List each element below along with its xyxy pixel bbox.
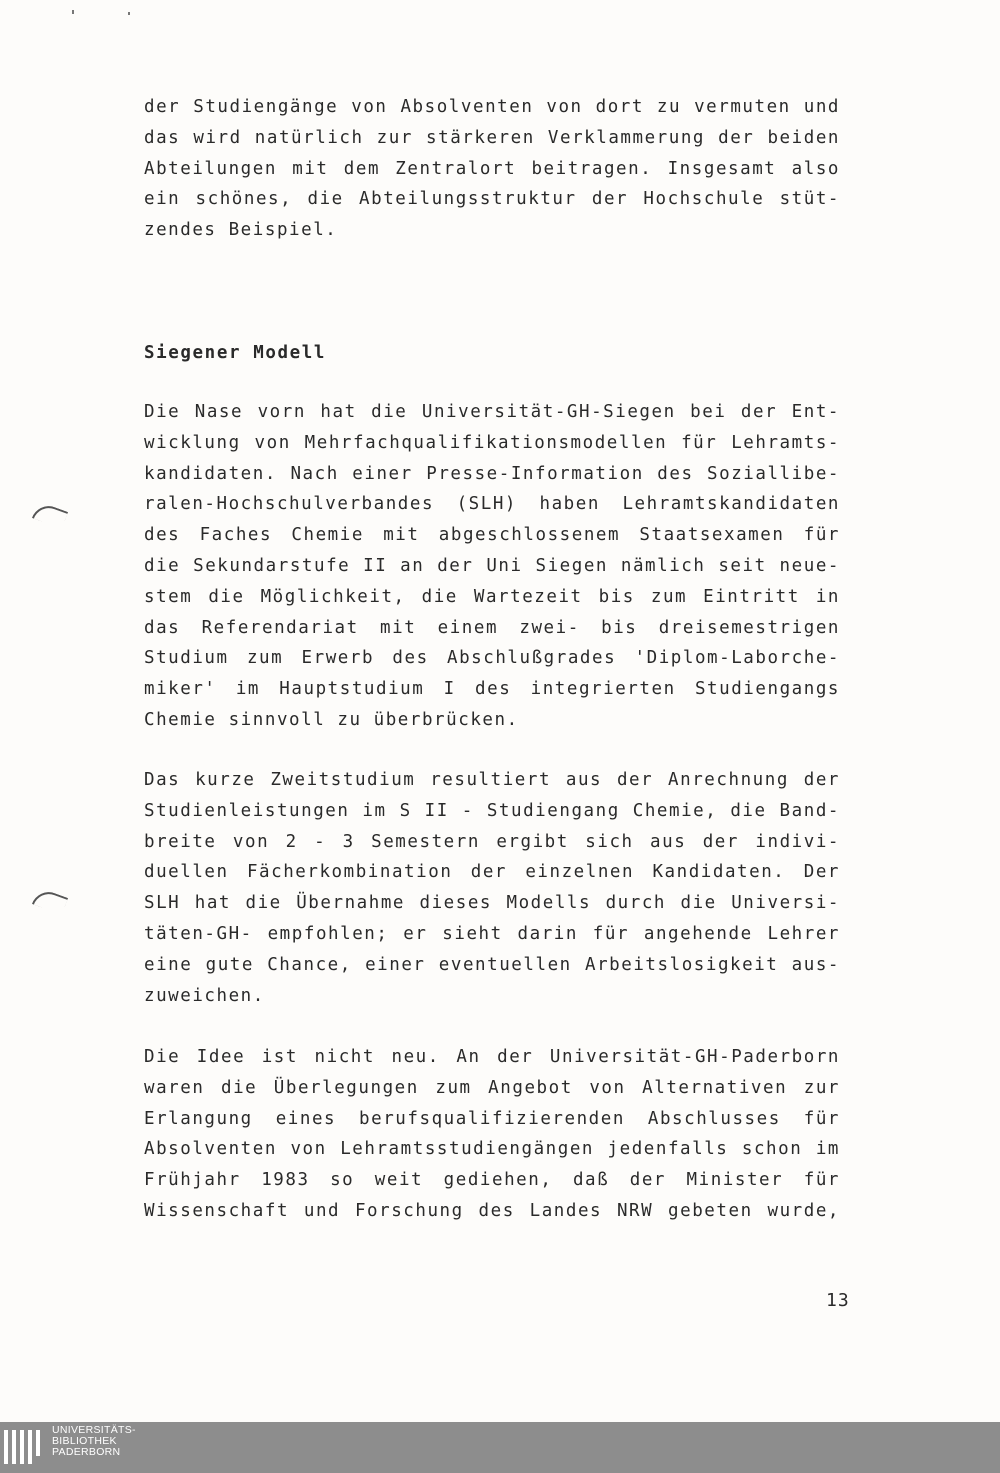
text-line: ralen-Hochschulverbandes (SLH) haben Lehramtskandidaten [144, 494, 840, 515]
text-line: zendes Beispiel. [144, 220, 338, 241]
text-line: kandidaten. Nach einer Presse-Information des Soziallibe- [144, 463, 840, 484]
text-line: Absolventen von Lehramtsstudiengängen jedenfalls schon im [144, 1139, 840, 1160]
text-line: Frühjahr 1983 so weit gediehen, daß der Minister für [144, 1170, 840, 1191]
text-line: Die Idee ist nicht neu. An der Universität-GH-Paderborn [144, 1047, 840, 1067]
text-line: die Sekundarstufe II an der Uni Siegen nämlich seit neue- [144, 555, 840, 576]
text-line: waren die Überlegungen zum Angebot von Alternativen zur [144, 1077, 840, 1098]
section-heading: Siegener Modell [144, 343, 327, 363]
text-line: zuweichen. [144, 985, 265, 1006]
logo-text-line: UNIVERSITÄTS- [52, 1424, 136, 1436]
scan-speck [128, 12, 130, 15]
punch-hole-mark [32, 501, 68, 529]
paragraph-3 [144, 765, 840, 1011]
scan-speck [72, 10, 74, 14]
library-bars-icon [4, 1430, 44, 1466]
text-line: der Studiengänge von Absolventen von dort zu vermuten und [144, 97, 840, 117]
text-line: duellen Fächerkombination der einzelnen Kandidaten. Der [144, 862, 840, 883]
text-line: wicklung von Mehrfachqualifikationsmodellen für Lehramts- [144, 432, 840, 453]
text-line: das wird natürlich zur stärkeren Verklammerung der beiden [144, 127, 840, 148]
text-line: Wissenschaft und Forschung des Landes NRW gebeten wurde, [144, 1200, 840, 1221]
library-footer-bar [0, 1422, 1000, 1473]
page-number: 13 [826, 1290, 850, 1311]
text-line: Studienleistungen im S II - Studiengang Chemie, die Band- [144, 800, 840, 821]
text-line: ein schönes, die Abteilungsstruktur der Hochschule stüt- [144, 189, 840, 210]
text-line: breite von 2 - 3 Semestern ergibt sich aus der indivi- [144, 831, 840, 852]
logo-text-line: BIBLIOTHEK [52, 1435, 117, 1447]
text-line: stem die Möglichkeit, die Wartezeit bis zum Eintritt in [144, 586, 840, 607]
punch-hole-mark [32, 887, 68, 915]
text-line: miker' im Hauptstudium I des integrierten Studiengangs [144, 679, 840, 700]
text-line: Abteilungen mit dem Zentralort beitragen. Insgesamt also [144, 158, 840, 179]
text-line: das Referendariat mit einem zwei- bis dreisemestrigen [144, 617, 840, 638]
text-line: Die Nase vorn hat die Universität-GH-Siegen bei der Ent- [144, 402, 840, 422]
text-line: eine gute Chance, einer eventuellen Arbeitslosigkeit aus- [144, 954, 840, 975]
library-logo-text [52, 1425, 136, 1458]
text-line: Das kurze Zweitstudium resultiert aus der Anrechnung der [144, 770, 840, 790]
paragraph-4 [144, 1042, 840, 1227]
text-line: Studium zum Erwerb des Abschlußgrades 'Diplom-Laborche- [144, 648, 840, 669]
text-line: Chemie sinnvoll zu überbrücken. [144, 709, 519, 730]
text-line: täten-GH- empfohlen; er sieht darin für angehende Lehrer [144, 923, 840, 944]
paragraph-2 [144, 397, 840, 736]
text-line: SLH hat die Übernahme dieses Modells durch die Universi- [144, 893, 840, 914]
paragraph-1 [144, 92, 840, 246]
logo-text-line: PADERBORN [52, 1446, 121, 1458]
text-line: Erlangung eines berufsqualifizierenden Abschlusses für [144, 1108, 840, 1129]
text-line: des Faches Chemie mit abgeschlossenem Staatsexamen für [144, 525, 840, 546]
